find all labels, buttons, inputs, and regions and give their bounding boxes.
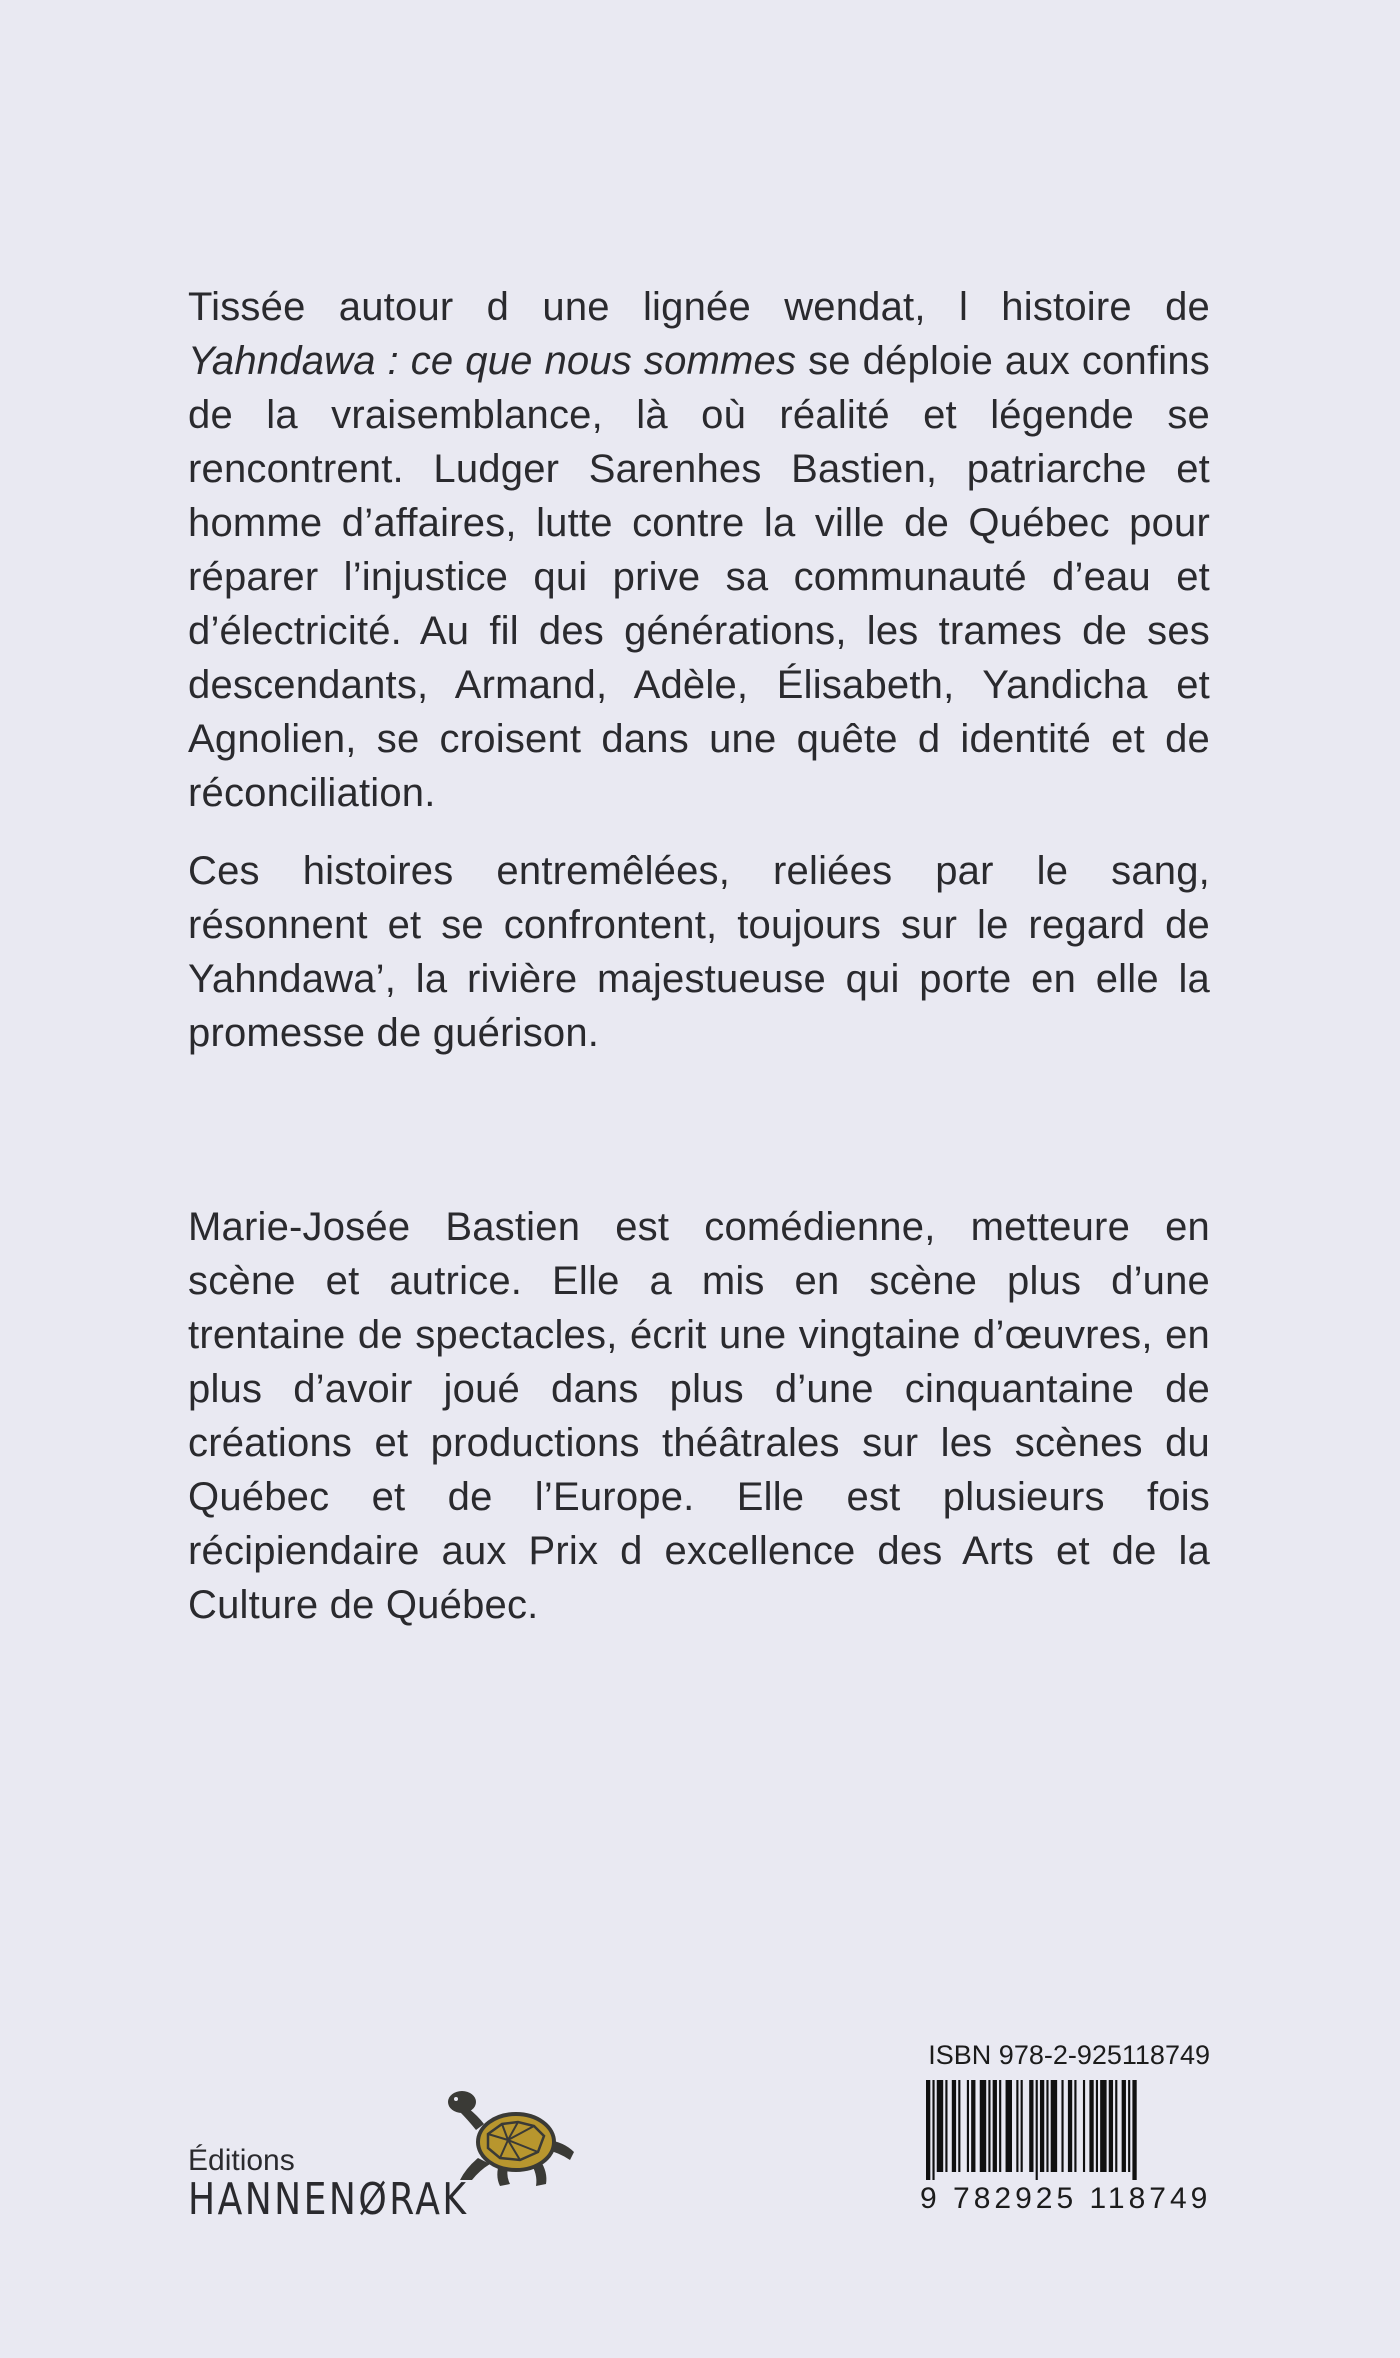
barcode-bar (932, 2080, 934, 2180)
synopsis-text (188, 280, 1210, 1060)
barcode-bar (952, 2080, 956, 2172)
barcode-bar (1016, 2080, 1018, 2172)
barcode-bar (1089, 2080, 1093, 2172)
barcode-bar (1115, 2080, 1117, 2172)
barcode-bar (988, 2080, 990, 2172)
barcode-bar (1132, 2080, 1136, 2180)
publisher-name: HANNENØRAK (188, 2174, 469, 2225)
barcode-bars (920, 2080, 1210, 2180)
barcode-bar (999, 2080, 1001, 2172)
barcode-bar (945, 2080, 947, 2172)
barcode-bar (1061, 2080, 1063, 2172)
barcode-bar (958, 2080, 960, 2172)
isbn-barcode (920, 2040, 1210, 2220)
barcode-bar (926, 2080, 930, 2180)
barcode-bar (1109, 2080, 1113, 2172)
barcode-bar (993, 2080, 997, 2172)
barcode-bar (1046, 2080, 1048, 2172)
barcode-bar (1029, 2080, 1033, 2172)
barcode-bar (1074, 2080, 1076, 2172)
synopsis-rest: se déploie aux confins de la vraisemblance, là où réalité et légende se rencontrent. Ludger Sarenhes Bastien, patriarche et homme d’affaires, lutte contre la ville de Québec pour réparer l’injustice qui prive sa communauté d’eau et d’électricité. Au fil des générations, les trames de ses descendants, Armand, Adèle, Élisabeth, Yandicha et Agnolien, se croisent dans une quête d identité et de réconciliation. (188, 339, 1210, 815)
barcode-bar (1068, 2080, 1072, 2172)
barcode-bar (1021, 2080, 1023, 2172)
barcode-number: 9 782925 118749 (920, 2182, 1212, 2215)
barcode-bar (967, 2080, 969, 2172)
author-bio (188, 1200, 1210, 1632)
book-title-italic: Yahndawa : ce que nous sommes (188, 339, 797, 383)
barcode-bar (1122, 2080, 1126, 2172)
barcode-bar (1096, 2080, 1098, 2172)
barcode-bar (1100, 2080, 1106, 2172)
synopsis-paragraph-1 (188, 280, 1210, 820)
isbn-label: ISBN 978-2-925118749 (928, 2040, 1210, 2070)
barcode-bar (1051, 2080, 1057, 2172)
barcode-bar (980, 2080, 986, 2172)
barcode-bar (971, 2080, 975, 2172)
barcode-bar (1006, 2080, 1012, 2172)
barcode-bar (937, 2080, 943, 2172)
author-bio-paragraph: Marie-Josée Bastien est comédienne, metteure en scène et autrice. Elle a mis en scène plus d’une trentaine de spectacles, écrit une vingtaine d’œuvres, en plus d’avoir joué dans plus d’une cinquantaine de créations et productions théâtrales sur les scènes du Québec et de l’Europe. Elle est plusieurs fois récipiendaire aux Prix d excellence des Arts et de la Culture de Québec. (188, 1205, 1210, 1627)
barcode-bar (1040, 2080, 1044, 2172)
publisher-editions-label: Éditions (188, 2144, 295, 2177)
synopsis-lead: Tissée autour d une lignée wendat, l histoire de (188, 285, 1210, 329)
barcode-bar (1128, 2080, 1130, 2172)
barcode-bar (1083, 2080, 1085, 2172)
synopsis-paragraph-2: Ces histoires entremêlées, reliées par le sang, résonnent et se confrontent, toujours sur le regard de Yahndawa’, la rivière majestueuse qui porte en elle la promesse de guérison. (188, 849, 1210, 1055)
publisher-logo (188, 2080, 608, 2230)
barcode-bar (1036, 2080, 1038, 2180)
